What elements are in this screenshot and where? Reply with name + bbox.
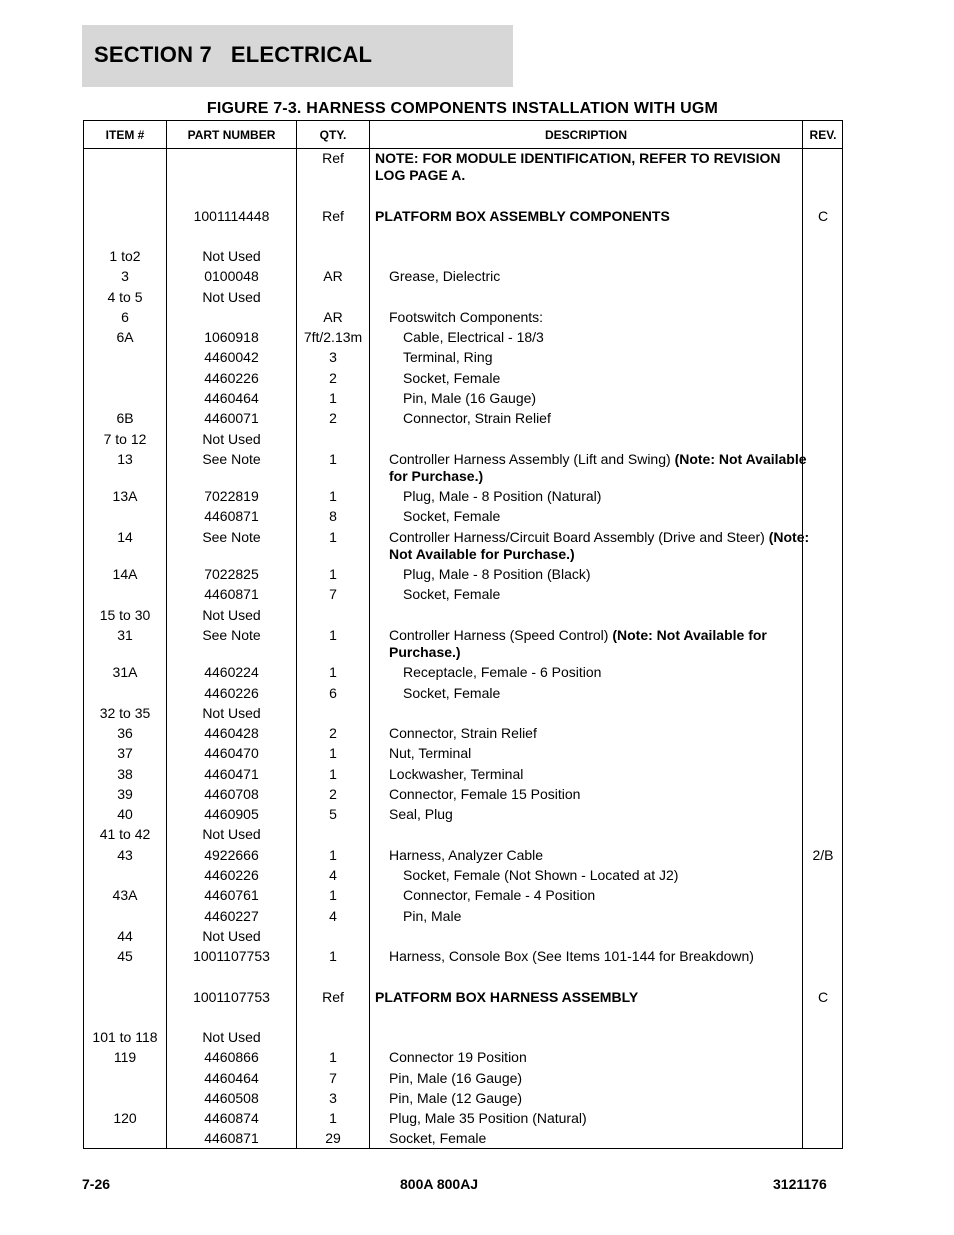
description-cell [371, 1049, 817, 1066]
part-number-cell: 4460226 [204, 685, 259, 701]
quantity-cell: 3 [329, 349, 337, 365]
part-number-cell: 4922666 [204, 847, 259, 863]
part-number-cell: See Note [202, 529, 261, 545]
item-number-cell: 45 [117, 948, 133, 964]
part-number-cell: 1001107753 [193, 989, 270, 1005]
description-text: Socket, Female [403, 508, 501, 524]
description-text: Pin, Male (12 Gauge) [389, 1090, 523, 1106]
description-text: PLATFORM BOX ASSEMBLY COMPONENTS [375, 208, 670, 224]
item-number-cell: 41 to 42 [99, 826, 151, 842]
part-number-cell: 4460761 [204, 887, 259, 903]
description-cell [371, 370, 831, 387]
model-number: 800A 800AJ [400, 1176, 479, 1192]
quantity-cell: 1 [329, 1049, 337, 1065]
part-number-cell: 4460470 [204, 745, 259, 761]
revision-cell: 2/B [812, 847, 834, 863]
description-cell [371, 329, 831, 346]
part-number-cell: 1001114448 [193, 208, 270, 224]
item-number-cell: 38 [117, 766, 133, 782]
description-text: Controller Harness/Circuit Board Assembly (Drive and Steer) [389, 529, 769, 545]
quantity-cell: 2 [329, 370, 337, 386]
quantity-cell: 1 [329, 766, 337, 782]
description-cell [371, 150, 803, 184]
description-text: Pin, Male (16 Gauge) [403, 390, 537, 406]
item-number-cell: 7 to 12 [103, 431, 147, 447]
description-cell [371, 745, 817, 762]
part-number-cell: Not Used [202, 431, 261, 447]
description-cell [371, 508, 831, 525]
part-number-cell: 4460874 [204, 1110, 259, 1126]
description-cell [371, 1090, 817, 1107]
part-number-cell: 4460226 [204, 370, 259, 386]
item-number-cell: 32 to 35 [99, 705, 151, 721]
description-text: Lockwasher, Terminal [389, 766, 524, 782]
description-text: Pin, Male [403, 908, 462, 924]
description-text: Grease, Dielectric [389, 268, 501, 284]
description-cell [371, 786, 817, 803]
header-qty: QTY. [319, 128, 347, 142]
description-note: (Note: Not Available for Purchase.) [389, 451, 807, 484]
item-number-cell: 31 [117, 627, 133, 643]
description-cell [371, 989, 803, 1006]
part-number-cell: 4460708 [204, 786, 259, 802]
item-number-cell: 40 [117, 806, 133, 822]
item-number-cell: 43A [112, 887, 138, 903]
item-number-cell: 6B [116, 410, 134, 426]
item-number-cell: 3 [121, 268, 129, 284]
part-number-cell: 4460508 [204, 1090, 259, 1106]
part-number-cell: Not Used [202, 1029, 261, 1045]
description-text: Plug, Male - 8 Position (Black) [403, 566, 591, 582]
part-number-cell: 4460227 [204, 908, 259, 924]
description-cell [371, 847, 817, 864]
header-rev: REV. [809, 128, 837, 142]
description-text: Connector, Female 15 Position [389, 786, 581, 802]
description-text: Nut, Terminal [389, 745, 472, 761]
header-description: DESCRIPTION [544, 128, 627, 142]
part-number-cell: 4460866 [204, 1049, 259, 1065]
item-number-cell: 44 [117, 928, 133, 944]
part-number-cell: See Note [202, 451, 261, 467]
quantity-cell: 2 [329, 410, 337, 426]
description-text: Harness, Analyzer Cable [389, 847, 544, 863]
section-title: SECTION 7 ELECTRICAL [94, 42, 373, 67]
description-cell [371, 867, 831, 884]
quantity-cell: Ref [322, 150, 344, 166]
part-number-cell: 4460464 [204, 1070, 259, 1086]
part-number-cell: Not Used [202, 928, 261, 944]
quantity-cell: Ref [322, 989, 344, 1005]
part-number-cell: 4460042 [204, 349, 259, 365]
description-text: Socket, Female [403, 586, 501, 602]
item-number-cell: 14 [117, 529, 133, 545]
part-number-cell: Not Used [202, 289, 261, 305]
figure-title: FIGURE 7-3. HARNESS COMPONENTS INSTALLATION WITH UGM [206, 100, 719, 117]
item-number-cell: 119 [113, 1049, 137, 1065]
item-number-cell: 14A [112, 566, 138, 582]
part-number-cell: 4460905 [204, 806, 259, 822]
quantity-cell: 7 [329, 586, 337, 602]
description-cell [371, 766, 817, 783]
description-cell [371, 451, 817, 485]
quantity-cell: 4 [329, 908, 337, 924]
description-text: Connector, Strain Relief [389, 725, 537, 741]
part-number-cell: 1060918 [204, 329, 259, 345]
description-cell [371, 529, 817, 563]
quantity-cell: 7 [329, 1070, 337, 1086]
quantity-cell: Ref [322, 208, 344, 224]
description-cell [371, 390, 831, 407]
quantity-cell: 8 [329, 508, 337, 524]
part-number-cell: 4460871 [204, 586, 259, 602]
description-cell [371, 566, 831, 583]
description-text: Socket, Female [389, 1130, 487, 1146]
description-text: Connector, Strain Relief [403, 410, 551, 426]
section-header-bar [82, 25, 513, 87]
quantity-cell: 7ft/2.13m [303, 329, 363, 345]
item-number-cell: 13A [112, 488, 138, 504]
page-number: 7-26 [82, 1176, 111, 1192]
part-number-cell: 1001107753 [193, 948, 270, 964]
quantity-cell: 1 [329, 887, 337, 903]
part-number-cell: Not Used [202, 607, 261, 623]
description-cell [371, 908, 831, 925]
description-text: Socket, Female [403, 370, 501, 386]
header-part-number: PART NUMBER [187, 128, 276, 142]
quantity-cell: 5 [329, 806, 337, 822]
part-number-cell: 4460464 [204, 390, 259, 406]
quantity-cell: 1 [329, 664, 337, 680]
revision-cell: C [817, 208, 829, 224]
description-cell [371, 627, 817, 661]
description-cell [371, 410, 831, 427]
quantity-cell: AR [323, 268, 343, 284]
description-note: (Note: Not Available for Purchase.) [389, 529, 810, 562]
part-number-cell: 7022819 [204, 488, 259, 504]
column-divider [369, 121, 370, 1148]
item-number-cell: 101 to 118 [92, 1029, 158, 1045]
item-number-cell: 37 [117, 745, 133, 761]
parts-table [83, 120, 843, 1149]
description-cell [371, 1130, 817, 1147]
description-text: Connector, Female - 4 Position [403, 887, 596, 903]
part-number-cell: Not Used [202, 826, 261, 842]
revision-cell: C [817, 989, 829, 1005]
description-cell [371, 664, 831, 681]
description-text: Footswitch Components: [389, 309, 544, 325]
quantity-cell: 1 [329, 745, 337, 761]
quantity-cell: 1 [329, 566, 337, 582]
quantity-cell: 1 [329, 390, 337, 406]
description-text: Socket, Female [403, 685, 501, 701]
description-cell [371, 208, 803, 225]
part-number-cell: 4460226 [204, 867, 259, 883]
description-cell [371, 268, 817, 285]
description-cell [371, 586, 831, 603]
quantity-cell: 2 [329, 725, 337, 741]
part-number-cell: 4460428 [204, 725, 259, 741]
quantity-cell: 3 [329, 1090, 337, 1106]
quantity-cell: 4 [329, 867, 337, 883]
description-text: Cable, Electrical - 18/3 [403, 329, 544, 345]
description-cell [371, 309, 817, 326]
quantity-cell: 1 [329, 847, 337, 863]
description-cell [371, 806, 817, 823]
quantity-cell: 1 [329, 451, 337, 467]
description-cell [371, 1110, 817, 1127]
header-item: ITEM # [105, 128, 145, 142]
description-cell [371, 948, 817, 965]
description-cell [371, 488, 831, 505]
item-number-cell: 15 to 30 [99, 607, 151, 623]
description-text: Controller Harness (Speed Control) [389, 627, 613, 643]
quantity-cell: AR [323, 309, 343, 325]
description-text: Connector 19 Position [389, 1049, 527, 1065]
part-number-cell: 4460871 [204, 1130, 259, 1146]
quantity-cell: 1 [329, 627, 337, 643]
description-text: Terminal, Ring [403, 349, 493, 365]
part-number-cell: Not Used [202, 705, 261, 721]
description-text: Socket, Female (Not Shown - Located at J2) [403, 867, 679, 883]
description-text: Plug, Male 35 Position (Natural) [389, 1110, 587, 1126]
item-number-cell: 36 [117, 725, 133, 741]
quantity-cell: 1 [329, 948, 337, 964]
quantity-cell: 6 [329, 685, 337, 701]
item-number-cell: 6A [116, 329, 134, 345]
description-cell [371, 1070, 817, 1087]
item-number-cell: 120 [113, 1110, 137, 1126]
description-text: PLATFORM BOX HARNESS ASSEMBLY [375, 989, 639, 1005]
description-cell [371, 887, 831, 904]
part-number-cell: Not Used [202, 248, 261, 264]
quantity-cell: 29 [325, 1130, 341, 1146]
table-header [84, 121, 842, 149]
description-text: Receptacle, Female - 6 Position [403, 664, 602, 680]
part-number-cell: 4460871 [204, 508, 259, 524]
quantity-cell: 1 [329, 488, 337, 504]
description-note: (Note: Not Available for Purchase.) [389, 627, 767, 660]
part-number-cell: 4460471 [204, 766, 259, 782]
item-number-cell: 4 to 5 [107, 289, 143, 305]
part-number-cell: 4460224 [204, 664, 259, 680]
quantity-cell: 1 [329, 1110, 337, 1126]
item-number-cell: 6 [121, 309, 129, 325]
description-text: Seal, Plug [389, 806, 453, 822]
item-number-cell: 31A [112, 664, 138, 680]
part-number-cell: 4460071 [204, 410, 259, 426]
document-number: 3121176 [773, 1176, 827, 1192]
description-cell [371, 685, 831, 702]
description-cell [371, 725, 817, 742]
description-text: Harness, Console Box (See Items 101-144 for Breakdown) [389, 948, 754, 964]
part-number-cell: 0100048 [204, 268, 259, 284]
item-number-cell: 13 [117, 451, 133, 467]
quantity-cell: 1 [329, 529, 337, 545]
description-text: NOTE: FOR MODULE IDENTIFICATION, REFER TO REVISION LOG PAGE A. [375, 150, 781, 183]
item-number-cell: 43 [117, 847, 133, 863]
item-number-cell: 1 to2 [109, 248, 141, 264]
description-cell [371, 349, 831, 366]
description-text: Pin, Male (16 Gauge) [389, 1070, 523, 1086]
part-number-cell: See Note [202, 627, 261, 643]
item-number-cell: 39 [117, 786, 133, 802]
part-number-cell: 7022825 [204, 566, 259, 582]
description-text: Plug, Male - 8 Position (Natural) [403, 488, 602, 504]
description-text: Controller Harness Assembly (Lift and Swing) [389, 451, 675, 467]
quantity-cell: 2 [329, 786, 337, 802]
